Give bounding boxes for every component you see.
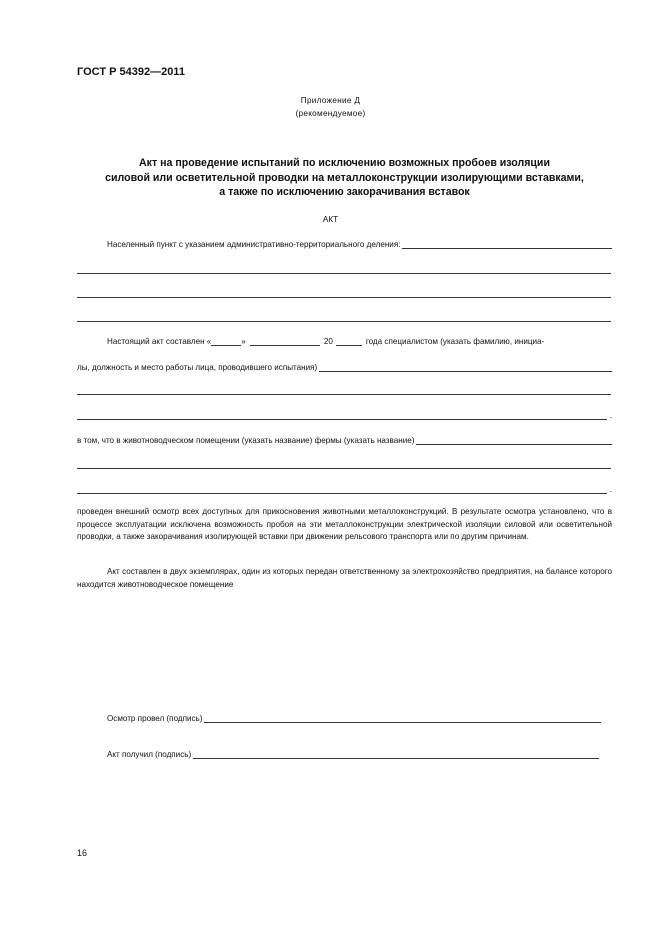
specialist-label: лы, должность и место работы лица, проводившего испытания) — [77, 363, 318, 372]
act-quote-close: » — [241, 337, 246, 346]
specialist-field-line-2[interactable] — [77, 394, 611, 395]
page-number: 16 — [77, 848, 88, 858]
form-heading: АКТ — [322, 214, 339, 224]
received-by-label: Акт получил (подпись) — [107, 750, 192, 759]
specialist-field-line-3[interactable] — [77, 411, 607, 420]
annex-status: (рекомендуемое) — [295, 109, 366, 118]
document-title-line-1: Акт на проведение испытаний по исключению возможных пробоев изоляции — [139, 157, 550, 169]
received-by-row — [107, 750, 599, 759]
inspected-by-label: Осмотр провел (подпись) — [107, 714, 203, 723]
specialist-field[interactable] — [319, 363, 612, 372]
day-field[interactable] — [211, 337, 241, 346]
livestock-field-line-3[interactable] — [77, 485, 607, 494]
document-title-line-3: а также по исключению закорачивания вставок — [219, 186, 470, 198]
livestock-row-3 — [77, 485, 612, 494]
act-compiled-row — [107, 337, 612, 346]
period-2: . — [609, 485, 612, 494]
month-field[interactable] — [250, 337, 320, 346]
settlement-field-line-2[interactable] — [77, 273, 611, 274]
livestock-field[interactable] — [416, 436, 612, 445]
livestock-label: в том, что в животноводческом помещении (указать название) фермы (указать название) — [77, 436, 415, 445]
livestock-row — [77, 436, 612, 445]
act-compiled-suffix: года специалистом (указать фамилию, инициа- — [365, 337, 545, 346]
received-by-signature-field[interactable] — [193, 750, 599, 759]
year-prefix: 20 — [323, 337, 333, 346]
livestock-field-line-2[interactable] — [77, 468, 611, 469]
settlement-field[interactable] — [402, 240, 612, 249]
settlement-field-line-4[interactable] — [77, 321, 611, 322]
specialist-row-3 — [77, 411, 612, 420]
document-title-line-2: силовой или осветительной проводки на металлоконструкции изолирующими вставками, — [105, 171, 584, 184]
period-1: . — [609, 411, 612, 420]
copies-paragraph: Акт составлен в двух экземплярах, один из которых передан ответственному за электрохозяйство предприятия, на балансе которого находится животноводческое помещение — [77, 567, 612, 589]
settlement-row — [107, 240, 612, 249]
inspection-paragraph: проведен внешний осмотр всех доступных для прикосновения животными металлоконструкций. В результате осмотра установлено, что в процессе эксплуатации исключена возможность пробоя на эти металлоконструкции электрической изоляции силовой или осветительной проводки, а также закорачивания изолирующей вставки при движении рельсового транспорта или по другим причинам. — [77, 507, 612, 541]
document-title — [77, 156, 612, 200]
inspected-by-row — [107, 714, 601, 723]
inspected-by-signature-field[interactable] — [204, 714, 601, 723]
standard-number: ГОСТ Р 54392—2011 — [77, 66, 185, 78]
settlement-field-line-3[interactable] — [77, 297, 611, 298]
year-field[interactable] — [336, 337, 362, 346]
annex-title: Приложение Д — [300, 96, 361, 105]
act-compiled-prefix: Настоящий акт составлен « — [107, 337, 212, 346]
settlement-label: Населенный пункт с указанием административно-территориального деления: — [107, 240, 401, 249]
specialist-row — [77, 363, 612, 372]
